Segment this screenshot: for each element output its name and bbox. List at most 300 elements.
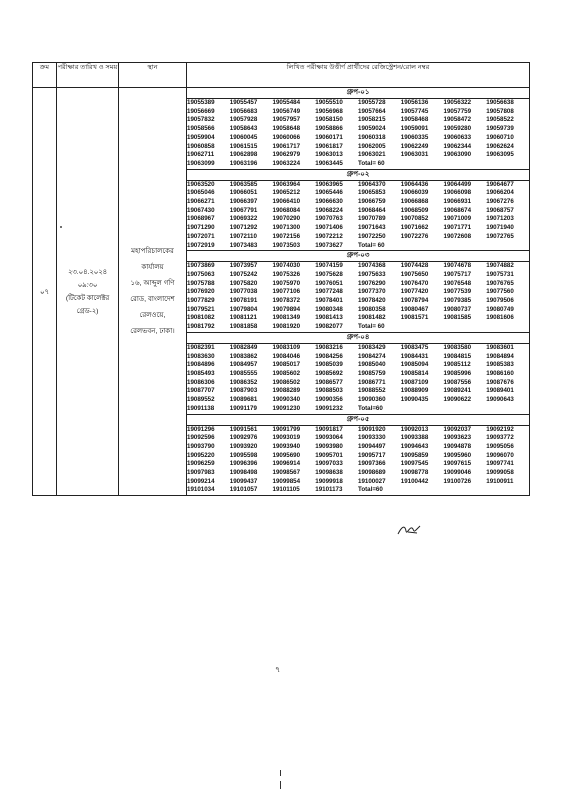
roll-number: 19093940 bbox=[272, 442, 301, 450]
roll-number: 19057832 bbox=[187, 116, 215, 124]
roll-number: 19073483 bbox=[229, 241, 258, 249]
roll-number: 19085814 bbox=[400, 369, 429, 377]
roll-number-grid bbox=[187, 99, 529, 169]
roll-number: 19075326 bbox=[272, 270, 301, 278]
serial-cell: ০৭ bbox=[33, 88, 57, 496]
roll-number: 19084274 bbox=[358, 352, 386, 360]
roll-number: 19078401 bbox=[315, 297, 343, 305]
roll-number: 19056968 bbox=[315, 107, 343, 115]
roll-row bbox=[187, 262, 529, 271]
roll-number: 19074678 bbox=[443, 262, 472, 270]
roll-row bbox=[187, 323, 529, 332]
roll-number: 19077420 bbox=[400, 288, 429, 296]
roll-number: 19090356 bbox=[315, 396, 343, 404]
roll-number: 19091817 bbox=[315, 425, 343, 433]
roll-number: 19063520 bbox=[187, 180, 215, 188]
roll-number: 19058150 bbox=[315, 116, 343, 124]
roll-number: 19061515 bbox=[229, 142, 258, 150]
roll-number: 19078794 bbox=[400, 297, 429, 305]
roll-row bbox=[187, 271, 529, 280]
roll-row bbox=[187, 160, 529, 169]
roll-number: 19076765 bbox=[486, 279, 514, 287]
roll-number: 19085692 bbox=[315, 369, 343, 377]
empty-slot bbox=[444, 242, 487, 251]
venue-line: মহাপরিচালকের bbox=[131, 247, 174, 255]
roll-number: 19072276 bbox=[400, 232, 429, 240]
roll-number: 19083429 bbox=[358, 343, 386, 351]
roll-number: 19060318 bbox=[358, 133, 386, 141]
roll-number: 19060335 bbox=[400, 133, 429, 141]
roll-number: 19071290 bbox=[187, 224, 215, 232]
roll-row bbox=[187, 181, 529, 190]
roll-number: 19091230 bbox=[272, 404, 301, 412]
roll-number: 19088289 bbox=[272, 387, 301, 395]
page-number: ৭ bbox=[275, 665, 281, 674]
roll-number: 19085112 bbox=[443, 361, 471, 369]
roll-number: 19092976 bbox=[229, 434, 258, 442]
venue-line: রেলভবন, ঢাকা। bbox=[130, 327, 175, 335]
roll-number: 19101034 bbox=[187, 486, 215, 494]
roll-number: 19066397 bbox=[229, 198, 258, 206]
roll-number: 19095056 bbox=[486, 442, 514, 450]
roll-number: 19092596 bbox=[187, 434, 215, 442]
roll-number: 19091232 bbox=[315, 404, 343, 412]
scan-mark bbox=[280, 770, 281, 776]
roll-number: 19070789 bbox=[358, 215, 386, 223]
roll-number: 19087903 bbox=[229, 387, 258, 395]
roll-number: 19092192 bbox=[486, 425, 514, 433]
roll-number: 19064677 bbox=[486, 180, 514, 188]
roll-number: 19086306 bbox=[187, 378, 215, 386]
roll-number: 19068509 bbox=[400, 206, 429, 214]
roll-number: 19059904 bbox=[187, 133, 215, 141]
roll-number: 19067791 bbox=[229, 206, 258, 214]
roll-number: 19083630 bbox=[187, 352, 215, 360]
group-total: Total=60 bbox=[358, 486, 383, 494]
venue-line: ১৬, আব্দুল গণি bbox=[130, 279, 175, 287]
roll-number: 19088909 bbox=[400, 387, 429, 395]
roll-number: 19075731 bbox=[486, 270, 514, 278]
roll-number: 19087676 bbox=[486, 378, 514, 386]
roll-number: 19083580 bbox=[443, 343, 472, 351]
roll-number: 19074428 bbox=[400, 262, 429, 270]
roll-number: 19072608 bbox=[443, 232, 472, 240]
roll-number: 19085996 bbox=[443, 369, 472, 377]
roll-row bbox=[187, 405, 529, 414]
roll-number: 19095598 bbox=[229, 451, 258, 459]
roll-number: 19074030 bbox=[272, 262, 301, 270]
roll-number: 19060066 bbox=[272, 133, 301, 141]
roll-number: 19058648 bbox=[272, 125, 301, 133]
group-total: Total= 60 bbox=[358, 323, 385, 331]
roll-row bbox=[187, 434, 529, 443]
roll-number: 19084256 bbox=[315, 352, 343, 360]
roll-number: 19084957 bbox=[229, 361, 258, 369]
roll-number: 19055484 bbox=[272, 99, 301, 106]
roll-number: 19066410 bbox=[272, 198, 301, 206]
roll-row bbox=[187, 486, 529, 495]
roll-number: 19060171 bbox=[315, 133, 343, 141]
roll-number: 19076470 bbox=[400, 279, 429, 287]
roll-number: 19096259 bbox=[187, 460, 215, 468]
roll-row bbox=[187, 224, 529, 233]
roll-number: 19098567 bbox=[272, 469, 301, 477]
roll-number: 19099046 bbox=[443, 469, 472, 477]
roll-row bbox=[187, 443, 529, 452]
roll-number: 19063013 bbox=[315, 151, 343, 159]
roll-number: 19088552 bbox=[358, 387, 386, 395]
roll-number: 19089552 bbox=[187, 396, 215, 404]
roll-number: 19075717 bbox=[443, 270, 472, 278]
roll-number: 19063224 bbox=[272, 159, 301, 167]
venue-line: কার্যালয় bbox=[141, 263, 164, 271]
roll-number: 19067430 bbox=[187, 206, 215, 214]
roll-number: 19097033 bbox=[315, 460, 343, 468]
roll-row bbox=[187, 242, 529, 251]
roll-number: 19081482 bbox=[358, 314, 386, 322]
roll-number: 19057928 bbox=[229, 116, 258, 124]
roll-number: 19063445 bbox=[315, 159, 343, 167]
roll-number: 19089241 bbox=[443, 387, 472, 395]
empty-slot bbox=[401, 405, 444, 414]
roll-number: 19097983 bbox=[187, 469, 215, 477]
group-title: গ্রুপ-০৫ bbox=[187, 415, 529, 426]
roll-number: 19091179 bbox=[229, 404, 257, 412]
signature-mark bbox=[396, 522, 422, 538]
roll-number: 19096914 bbox=[272, 460, 301, 468]
roll-row bbox=[187, 288, 529, 297]
roll-number: 19075633 bbox=[358, 270, 386, 278]
roll-number: 19085602 bbox=[272, 369, 301, 377]
roll-number: 19077248 bbox=[315, 288, 343, 296]
roll-number: 19060858 bbox=[187, 142, 215, 150]
group-total: Total= 60 bbox=[358, 159, 385, 167]
roll-number: 19068084 bbox=[272, 206, 301, 214]
roll-number: 19095859 bbox=[400, 451, 429, 459]
roll-number: 19063095 bbox=[486, 151, 514, 159]
roll-number: 19085493 bbox=[187, 369, 215, 377]
venue-line: রেলওয়ে, bbox=[139, 311, 166, 319]
roll-number: 19076290 bbox=[358, 279, 386, 287]
roll-number: 19077038 bbox=[229, 288, 258, 296]
roll-row bbox=[187, 215, 529, 224]
roll-number: 19097741 bbox=[486, 460, 514, 468]
roll-number: 19073503 bbox=[272, 241, 301, 249]
roll-number: 19100442 bbox=[400, 477, 429, 485]
roll-number-grid bbox=[187, 344, 529, 414]
roll-number: 19066868 bbox=[400, 198, 429, 206]
roll-number: 19093064 bbox=[315, 434, 343, 442]
roll-row bbox=[187, 108, 529, 117]
roll-number: 19075820 bbox=[229, 279, 258, 287]
empty-slot bbox=[401, 323, 444, 332]
roll-number: 19075063 bbox=[187, 270, 215, 278]
roll-row bbox=[187, 116, 529, 125]
roll-number: 19062249 bbox=[400, 142, 429, 150]
roll-number: 19078420 bbox=[358, 297, 386, 305]
roll-number: 19101173 bbox=[315, 486, 343, 494]
roll-number: 19057759 bbox=[443, 107, 472, 115]
scan-speck bbox=[60, 226, 62, 228]
roll-number: 19079894 bbox=[272, 305, 301, 313]
roll-number: 19065046 bbox=[187, 189, 215, 197]
roll-row bbox=[187, 361, 529, 370]
roll-number: 19056669 bbox=[187, 107, 215, 115]
roll-number: 19095220 bbox=[187, 451, 215, 459]
roll-number: 19099918 bbox=[315, 477, 343, 485]
roll-number: 19090643 bbox=[486, 396, 514, 404]
roll-row bbox=[187, 198, 529, 207]
table-row bbox=[33, 88, 530, 496]
roll-number: 19059739 bbox=[486, 125, 514, 133]
roll-number: 19071203 bbox=[486, 215, 514, 223]
roll-number: 19077539 bbox=[443, 288, 472, 296]
roll-number: 19072071 bbox=[187, 232, 215, 240]
roll-number: 19064499 bbox=[443, 180, 472, 188]
roll-row bbox=[187, 125, 529, 134]
roll-number: 19066098 bbox=[443, 189, 472, 197]
roll-number: 19072110 bbox=[229, 232, 257, 240]
roll-row bbox=[187, 151, 529, 160]
roll-number: 19098689 bbox=[358, 469, 386, 477]
roll-number: 19090340 bbox=[272, 396, 301, 404]
roll-number: 19059024 bbox=[358, 125, 386, 133]
roll-number: 19080737 bbox=[443, 305, 472, 313]
roll-number: 19063965 bbox=[315, 180, 343, 188]
roll-number: 19057957 bbox=[272, 116, 301, 124]
roll-row bbox=[187, 344, 529, 353]
roll-number: 19074368 bbox=[358, 262, 386, 270]
empty-slot bbox=[486, 242, 529, 251]
roll-number: 19098498 bbox=[229, 469, 258, 477]
group-title: গ্রুপ-০১ bbox=[187, 88, 529, 99]
roll-number: 19098638 bbox=[315, 469, 343, 477]
roll-number: 19101105 bbox=[272, 486, 300, 494]
roll-number: 19075628 bbox=[315, 270, 343, 278]
roll-number: 19075970 bbox=[272, 279, 301, 287]
roll-number: 19085040 bbox=[358, 361, 386, 369]
empty-slot bbox=[401, 242, 444, 251]
empty-slot bbox=[486, 323, 529, 332]
group-block bbox=[187, 169, 529, 251]
roll-row bbox=[187, 314, 529, 323]
post-grade: গ্রেড-২) bbox=[76, 307, 99, 315]
roll-number: 19097366 bbox=[358, 460, 386, 468]
roll-number: 19101057 bbox=[229, 486, 258, 494]
roll-number: 19080749 bbox=[486, 305, 514, 313]
roll-row bbox=[187, 134, 529, 143]
roll-number: 19080348 bbox=[315, 305, 343, 313]
roll-number: 19066039 bbox=[400, 189, 429, 197]
roll-number: 19072919 bbox=[187, 241, 215, 249]
roll-number: 19099854 bbox=[272, 477, 301, 485]
roll-number: 19084894 bbox=[486, 352, 514, 360]
roll-number: 19063031 bbox=[400, 151, 429, 159]
roll-number: 19078372 bbox=[272, 297, 301, 305]
roll-number: 19086771 bbox=[358, 378, 386, 386]
roll-number: 19085383 bbox=[486, 361, 514, 369]
roll-number: 19058866 bbox=[315, 125, 343, 133]
roll-number: 19062005 bbox=[358, 142, 386, 150]
roll-number: 19055728 bbox=[358, 99, 386, 106]
roll-number: 19068464 bbox=[358, 206, 386, 214]
roll-number: 19056322 bbox=[443, 99, 472, 106]
roll-row bbox=[187, 189, 529, 198]
roll-number: 19056683 bbox=[229, 107, 258, 115]
roll-number: 19071662 bbox=[400, 224, 429, 232]
roll-number: 19079804 bbox=[229, 305, 258, 313]
roll-row bbox=[187, 297, 529, 306]
results-table bbox=[32, 62, 530, 496]
roll-number: 19066759 bbox=[358, 198, 386, 206]
roll-number-grid bbox=[187, 426, 529, 496]
roll-number: 19081792 bbox=[187, 323, 215, 331]
roll-number: 19065853 bbox=[358, 189, 386, 197]
empty-slot bbox=[486, 405, 529, 414]
roll-number: 19064436 bbox=[400, 180, 429, 188]
roll-number: 19073869 bbox=[187, 262, 215, 270]
group-title: গ্রুপ-০৩ bbox=[187, 251, 529, 262]
roll-number: 19060710 bbox=[486, 133, 514, 141]
roll-number: 19093790 bbox=[187, 442, 215, 450]
roll-number: 19058566 bbox=[187, 125, 215, 133]
empty-slot bbox=[486, 160, 529, 169]
roll-number: 19090435 bbox=[400, 396, 429, 404]
roll-number: 19083862 bbox=[229, 352, 258, 360]
empty-slot bbox=[444, 405, 487, 414]
roll-number: 19086352 bbox=[229, 378, 258, 386]
roll-number: 19070852 bbox=[400, 215, 429, 223]
roll-number: 19082849 bbox=[229, 343, 258, 351]
roll-row bbox=[187, 469, 529, 478]
roll-number: 19092013 bbox=[400, 425, 429, 433]
roll-number: 19085039 bbox=[315, 361, 343, 369]
roll-number: 19075242 bbox=[229, 270, 258, 278]
roll-number: 19087707 bbox=[187, 387, 215, 395]
roll-number: 19078191 bbox=[229, 297, 258, 305]
roll-number: 19066051 bbox=[229, 189, 258, 197]
roll-number: 19080467 bbox=[400, 305, 429, 313]
roll-number: 19086502 bbox=[272, 378, 301, 386]
roll-number: 19077106 bbox=[272, 288, 301, 296]
roll-number: 19093772 bbox=[486, 434, 514, 442]
roll-number: 19074159 bbox=[315, 262, 343, 270]
roll-number: 19057664 bbox=[358, 107, 386, 115]
roll-number: 19085759 bbox=[358, 369, 386, 377]
exam-time: ০৯:৩০ bbox=[77, 281, 98, 289]
roll-number: 19081606 bbox=[486, 314, 514, 322]
roll-number: 19089681 bbox=[229, 396, 258, 404]
roll-number: 19093623 bbox=[443, 434, 472, 442]
roll-number: 19076548 bbox=[443, 279, 472, 287]
roll-number: 19089401 bbox=[486, 387, 514, 395]
roll-row bbox=[187, 233, 529, 242]
roll-row bbox=[187, 460, 529, 469]
header-date-time: পরীক্ষার তারিখ ও সময় bbox=[57, 63, 119, 88]
roll-number: 19056136 bbox=[400, 99, 429, 106]
roll-number: 19071300 bbox=[272, 224, 301, 232]
roll-number: 19060633 bbox=[443, 133, 472, 141]
roll-number: 19076920 bbox=[187, 288, 215, 296]
roll-row bbox=[187, 387, 529, 396]
group-total: Total= 60 bbox=[358, 241, 385, 249]
roll-number: 19081585 bbox=[443, 314, 472, 322]
roll-number: 19099437 bbox=[229, 477, 258, 485]
roll-number: 19091799 bbox=[272, 425, 301, 433]
table-header-row bbox=[33, 63, 530, 88]
group-title: গ্রুপ-০৪ bbox=[187, 333, 529, 344]
roll-number: 19075788 bbox=[187, 279, 215, 287]
roll-number: 19068224 bbox=[315, 206, 343, 214]
roll-number: 19096070 bbox=[486, 451, 514, 459]
roll-number: 19063585 bbox=[229, 180, 258, 188]
roll-number: 19079506 bbox=[486, 297, 514, 305]
roll-number: 19056638 bbox=[486, 99, 514, 106]
roll-number: 19068674 bbox=[443, 206, 472, 214]
roll-number: 19063196 bbox=[229, 159, 258, 167]
roll-number: 19072156 bbox=[272, 232, 301, 240]
roll-number: 19063090 bbox=[443, 151, 472, 159]
roll-number: 19074882 bbox=[486, 262, 514, 270]
roll-number: 19058472 bbox=[443, 116, 472, 124]
group-block bbox=[187, 332, 529, 414]
roll-number: 19081571 bbox=[400, 314, 429, 322]
roll-number: 19095960 bbox=[443, 451, 472, 459]
roll-number: 19062624 bbox=[486, 142, 514, 150]
group-block bbox=[187, 414, 529, 496]
roll-number: 19057808 bbox=[486, 107, 514, 115]
scan-mark bbox=[280, 781, 281, 789]
venue-line: রোড, বাংলাদেশ bbox=[130, 295, 175, 303]
roll-number: 19080358 bbox=[358, 305, 386, 313]
roll-number: 19055510 bbox=[315, 99, 343, 106]
roll-number: 19091138 bbox=[187, 404, 215, 412]
roll-number: 19058643 bbox=[229, 125, 258, 133]
roll-number: 19091296 bbox=[187, 425, 215, 433]
header-serial: ক্রম bbox=[33, 63, 57, 88]
roll-number: 19072212 bbox=[315, 232, 343, 240]
roll-number: 19084815 bbox=[443, 352, 472, 360]
roll-number: 19095701 bbox=[315, 451, 343, 459]
roll-number: 19100027 bbox=[358, 477, 386, 485]
roll-number: 19083216 bbox=[315, 343, 343, 351]
roll-number: 19071009 bbox=[443, 215, 472, 223]
date-time-cell bbox=[57, 88, 119, 496]
roll-number: 19091920 bbox=[358, 425, 386, 433]
roll-number: 19081349 bbox=[272, 314, 301, 322]
roll-number: 19081920 bbox=[272, 323, 301, 331]
roll-number: 19081082 bbox=[187, 314, 215, 322]
roll-number: 19062711 bbox=[187, 151, 215, 159]
roll-number: 19077829 bbox=[187, 297, 215, 305]
roll-number: 19099058 bbox=[486, 469, 514, 477]
roll-number: 19058215 bbox=[358, 116, 386, 124]
roll-number: 19065212 bbox=[272, 189, 301, 197]
roll-row bbox=[187, 426, 529, 435]
roll-number: 19085094 bbox=[400, 361, 429, 369]
roll-number: 19088503 bbox=[315, 387, 343, 395]
roll-number: 19083109 bbox=[272, 343, 301, 351]
roll-number: 19079385 bbox=[443, 297, 472, 305]
roll-number: 19063099 bbox=[187, 159, 215, 167]
roll-number-grid bbox=[187, 262, 529, 332]
roll-number: 19087556 bbox=[443, 378, 472, 386]
roll-number: 19097615 bbox=[443, 460, 472, 468]
roll-number: 19066931 bbox=[443, 198, 472, 206]
roll-number: 19085017 bbox=[272, 361, 301, 369]
roll-row bbox=[187, 99, 529, 108]
roll-number: 19066271 bbox=[187, 198, 215, 206]
